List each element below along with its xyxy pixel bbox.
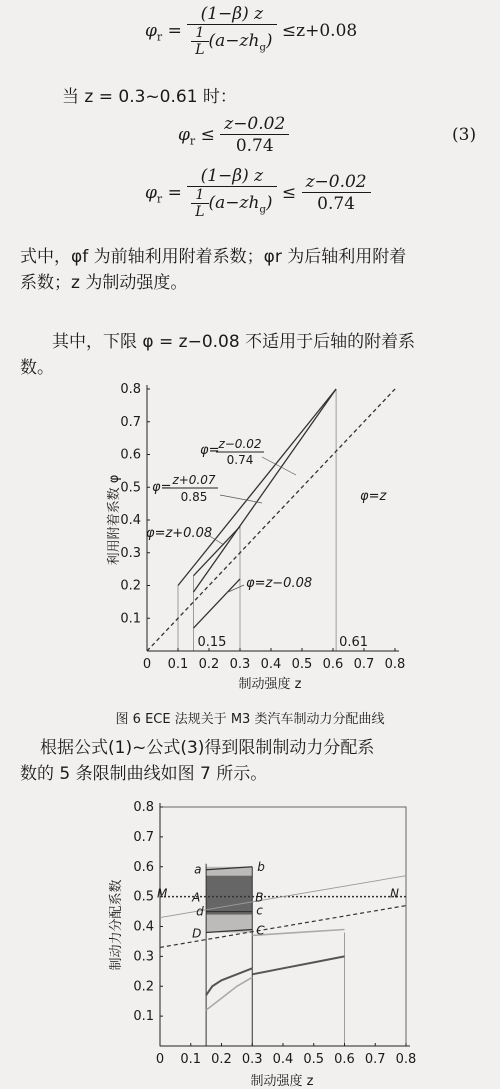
fig7-y-tick-label: 0.6 [133,859,154,875]
paragraph-3 [20,735,495,787]
equation-2 [178,114,289,157]
fig6-x-tick-label: 0 [142,657,152,672]
eq1-lhs-sub: r [156,30,163,44]
fig6-x-tick-label: 0.8 [384,657,406,672]
fig7-x-axis-label: 制动强度 z [250,1074,314,1089]
paragraph-3-line-1: 根据公式(1)~公式(3)得到限制制动力分配系 [40,738,375,758]
paragraph-2 [20,329,495,381]
fig6-y-tick-label: 0.1 [120,611,141,627]
eq2-rel: ≤ [200,125,215,145]
eq1-rhs: ≤z+0.08 [281,21,358,42]
eq3-numerator-2: z−0.02 [302,172,371,193]
fig7-point-label-N: N [390,886,399,901]
fig6-y-tick-label: 0.3 [120,545,141,561]
fig7-y-tick-label: 0.7 [133,829,154,845]
fig7-x-tick-label: 0.7 [364,1052,386,1067]
fig6-y-tick-label: 0.6 [120,447,141,463]
fig6-label-phi-z: φ=z [360,489,387,504]
fig7-point-label-a: a [194,862,202,877]
eq1-den-sub: g [259,42,266,54]
fig7-y-tick-label: 0.1 [133,1009,154,1025]
fig6-leader-line [226,585,244,593]
fig7-y-tick-label: 0.3 [133,949,154,965]
fig7-series-line [206,977,252,1010]
eq2-lhs: φ [178,125,190,145]
eq1-den-expr: (a−zh [208,31,260,51]
eq1-numerator: (1−β) z [187,4,276,25]
fig6-y-tick-label: 0.5 [120,480,141,496]
fig7-x-tick-label: 0.2 [211,1052,232,1067]
fig7-point-label-B: B [255,890,264,905]
fig7-point-label-D: D [192,926,202,941]
fig6-x-tick-label: 0.4 [260,657,282,672]
fig6-series-line [147,389,395,651]
fig7-y-tick-label: 0.4 [133,919,154,935]
fig6-label-plus-008: φ=z+0.08 [146,526,213,541]
fig6-label-frac1-prefix: φ= [200,443,220,458]
fig6-leader-line [220,495,262,503]
fig6-x-tick-label: 0.6 [322,657,344,672]
paragraph-1 [20,244,495,296]
fig7-y-tick-label: 0.8 [133,800,154,815]
fig7-x-tick-label: 0.6 [334,1052,355,1067]
paragraph-1-line-1: 式中，φf 为前轴利用附着系数；φr 为后轴利用附着 [20,247,407,267]
fig6-series-line [178,389,336,586]
fig7-point-label-c: c [256,903,263,918]
fig7-x-tick-label: 0.8 [395,1052,417,1067]
eq2-fraction [220,114,289,157]
paragraph-2-line-2: 数。 [20,358,54,378]
fig7-x-tick-label: 0.5 [303,1052,325,1067]
fig7-x-tick-label: 0.3 [241,1052,263,1067]
fig6-x-axis-label: 制动强度 z [238,677,302,692]
fig7-x-tick-label: 0 [155,1052,165,1067]
fig6-series-line [194,389,337,592]
eq2-denominator: 0.74 [235,136,274,156]
fig6-x-tick-label: 0.1 [167,657,189,672]
fig6-y-tick-label: 0.2 [120,578,141,594]
condition-text: 当 z = 0.3~0.61 时： [62,87,237,107]
fig6-annotation-015: 0.15 [197,635,227,650]
figure-7-chart [0,795,500,1089]
paragraph-2-line-1: 其中，下限 φ = z−0.08 不适用于后轴的附着系 [52,332,416,352]
eq3-numerator: (1−β) z [187,166,276,187]
fig7-x-tick-label: 0.1 [180,1052,202,1067]
fig6-y-tick-label: 0.7 [120,414,141,430]
fig7-point-label-C: C [256,923,265,938]
eq3-rel: ≤ [281,183,297,204]
fig7-point-label-d: d [196,904,204,919]
fig6-label-minus-008: φ=z−0.08 [246,576,313,591]
eq2-numerator: z−0.02 [220,114,289,135]
eq1-den-L: L [195,42,205,58]
eq3-den-one: 1 [191,187,208,204]
fig6-label-frac2-num: z+0.07 [172,473,216,487]
eq3-denominator [187,187,276,221]
paragraph-3-line-2: 数的 5 条限制曲线如图 7 所示。 [20,764,268,784]
equation-3: $\varphi_r$ = (1−β) z $\frac{1}{L}$ $(a-zh_g)$ ≤ $\frac{z-0.02}{0.74}$ [145,166,371,221]
fig7-y-tick-label: 0.5 [133,889,154,905]
fig6-x-tick-label: 0.2 [198,657,220,672]
figure-6-caption: 图 6 ECE 法规关于 M3 类汽车制动力分配曲线 [115,712,385,727]
eq3-lhs: φ [145,183,157,204]
eq1-lhs: φ [145,21,157,42]
eq3-fraction-2 [302,172,371,215]
fig6-label-frac2-prefix: φ= [152,480,172,495]
equation-number: (3) [452,125,477,145]
fig6-label-frac1-num: z−0.02 [218,437,262,451]
eq3-den-L: L [195,204,205,220]
fig6-label-frac1-den: 0.74 [226,453,254,467]
fig6-x-tick-label: 0.7 [353,657,375,672]
eq1-fraction [187,4,276,59]
fig7-point-label-M: M [157,886,168,901]
fig7-x-tick-label: 0.4 [272,1052,294,1067]
eq3-denominator-2: 0.74 [317,194,356,215]
equation-1: $\varphi_r$ = (1−β) z $\frac{1}{L}$ $(a-zh_g)$ ≤z+0.08 [145,4,358,58]
fig7-point-label-A: A [192,890,201,905]
paragraph-1-line-2: 系数；z 为制动强度。 [20,273,188,293]
fig7-series-line [252,929,344,935]
fig6-label-frac2-den: 0.85 [180,490,208,504]
eq2-lhs-sub: r [189,134,196,148]
eq3-fraction [187,166,276,221]
fig6-annotation-061: 0.61 [339,635,369,650]
fig6-x-tick-label: 0.3 [229,657,251,672]
eq1-denominator [187,25,276,59]
fig7-series-line [252,956,344,974]
fig6-x-tick-label: 0.5 [291,657,313,672]
fig6-y-tick-label: 0.4 [120,513,141,528]
fig6-y-tick-label: 0.8 [120,382,141,397]
eq3-den-close: ) [265,193,273,213]
fig7-y-axis-label: 制动力分配系数 [109,879,124,971]
figure-6-chart [0,375,500,705]
fig7-point-label-b: b [257,859,265,874]
fig7-y-tick-label: 0.2 [133,979,154,995]
eq1-den-close: ) [265,31,273,51]
eq3-den-expr: (a−zh [208,193,260,213]
fig6-series-line [194,579,241,628]
eq3-lhs-sub: r [156,192,163,206]
fig6-y-axis-label: 利用附着系数 φ [107,474,122,566]
eq1-den-one: 1 [191,25,208,42]
eq3-den-sub: g [259,204,266,216]
